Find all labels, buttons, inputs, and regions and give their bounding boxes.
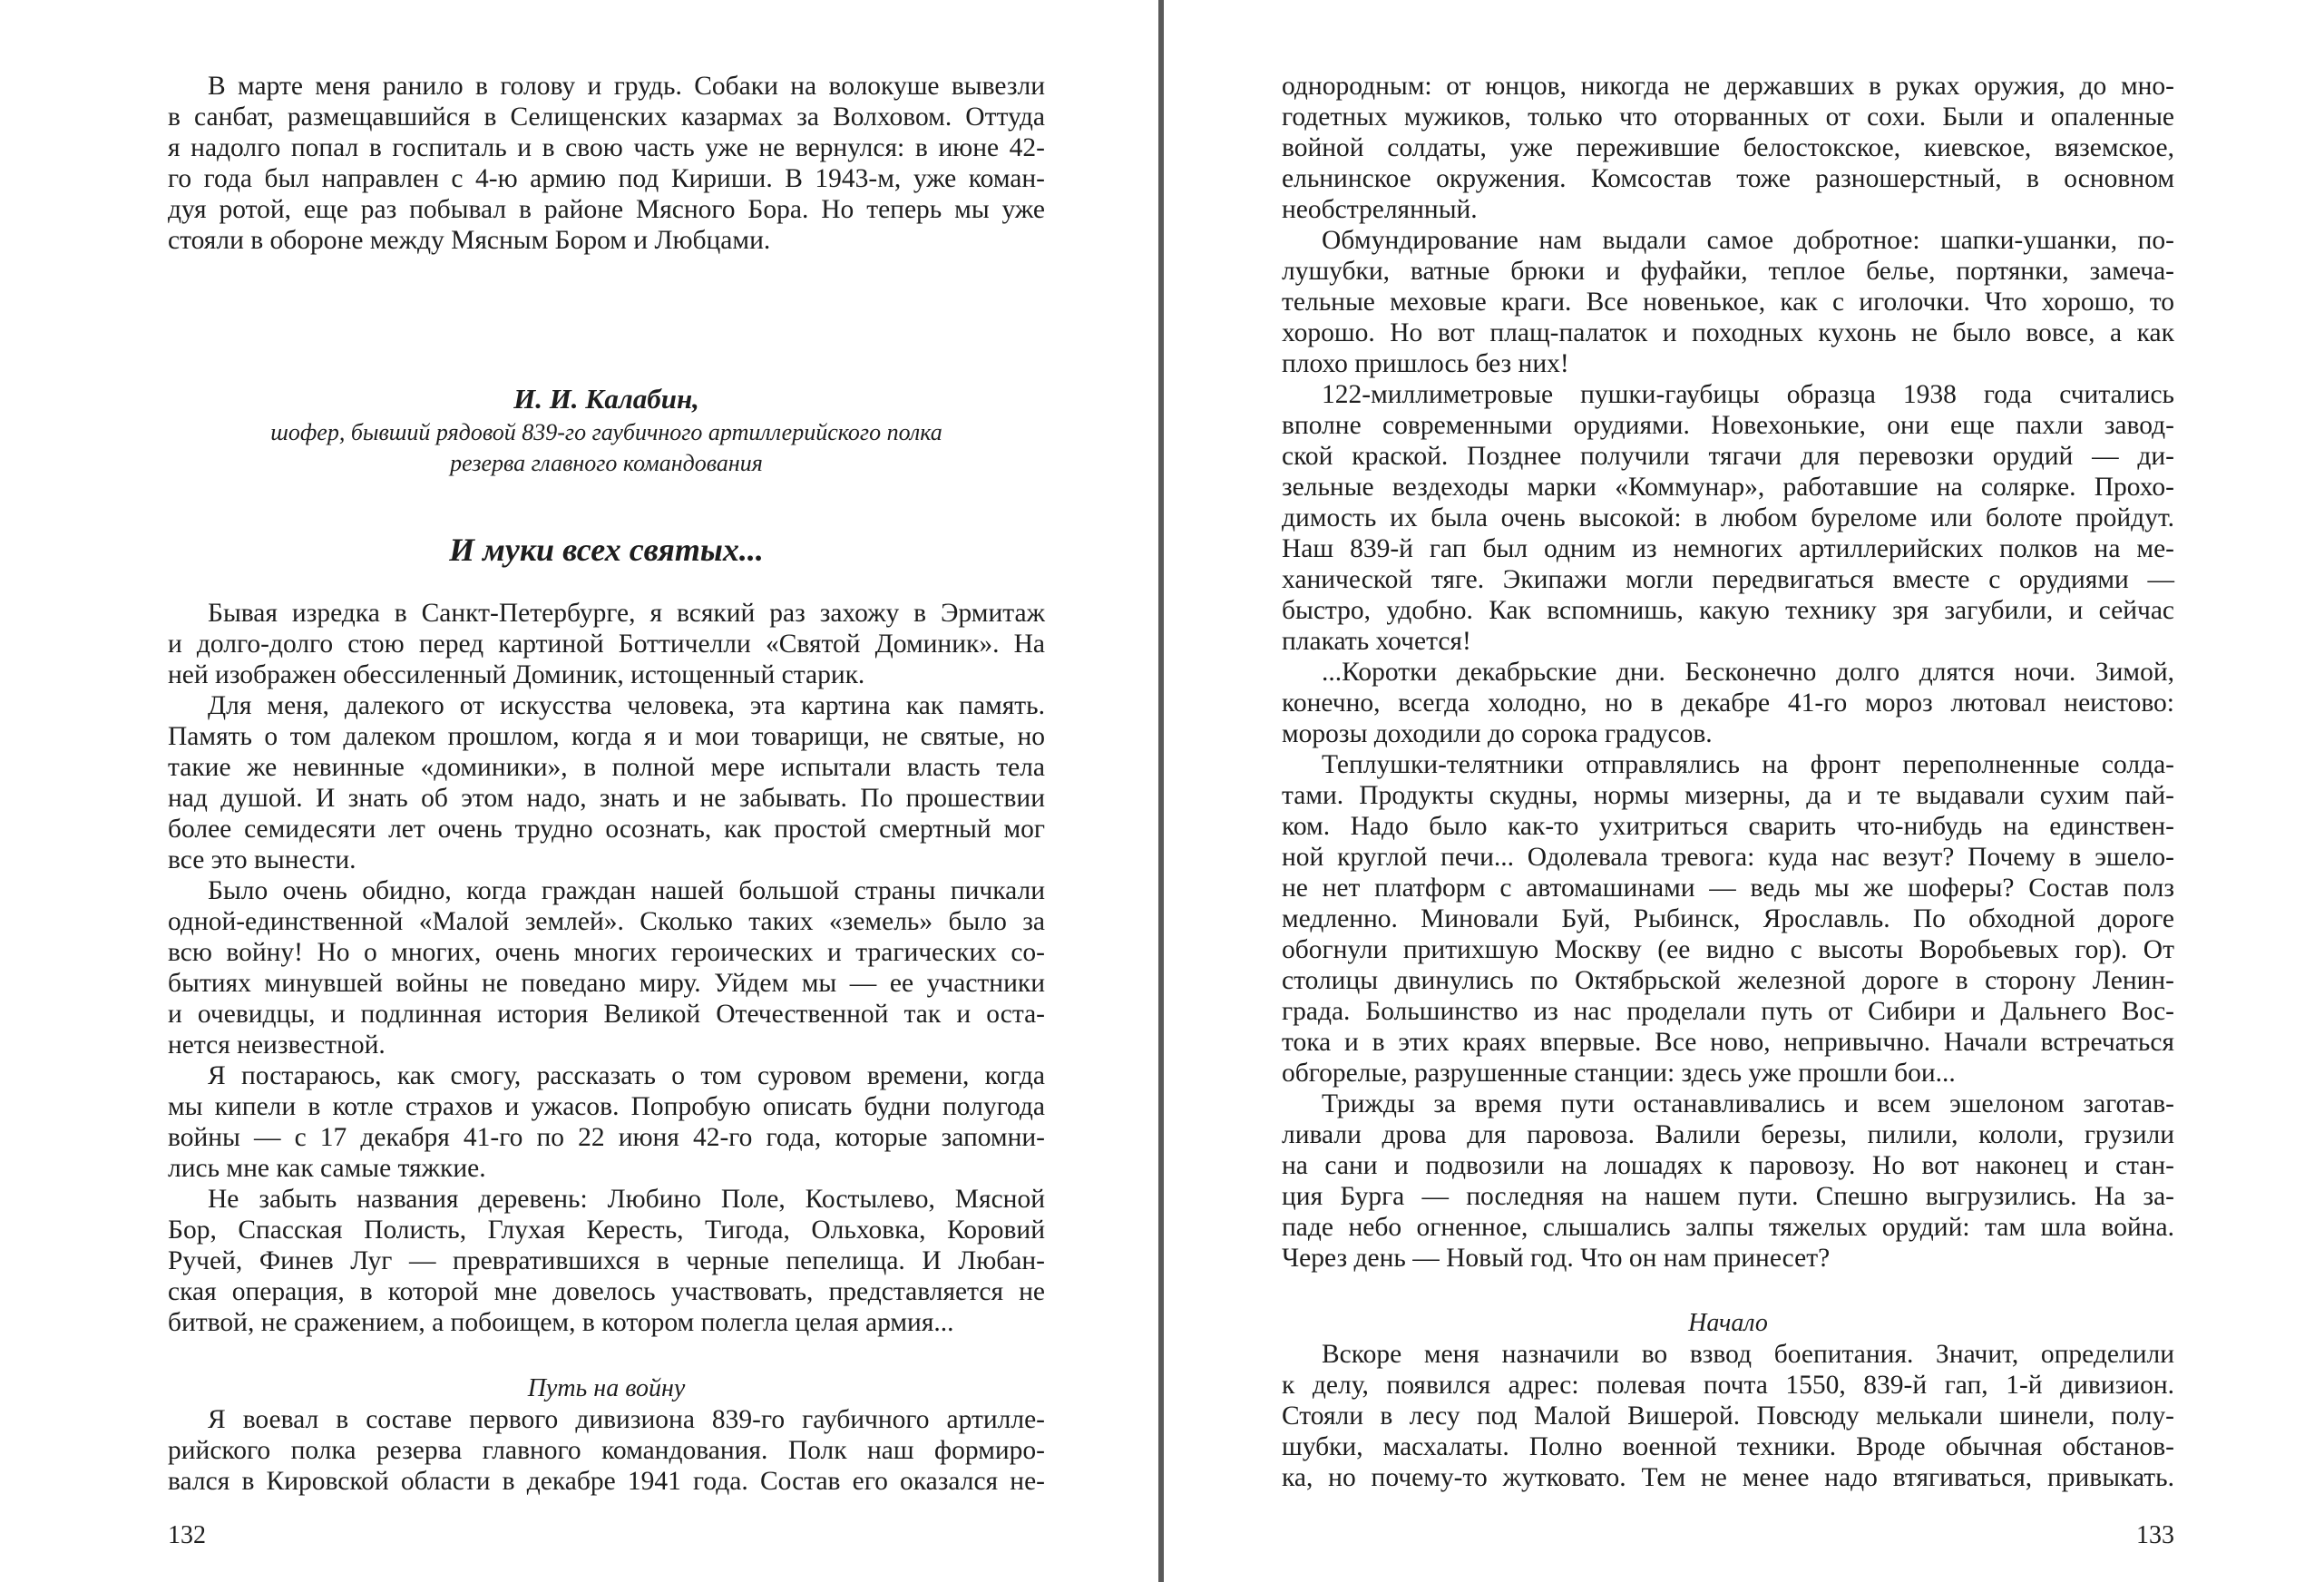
text-line: Я постараюсь, как смогу, рассказать о том суровом времени, когда: [208, 1061, 1045, 1090]
text-line: конечно, всегда холодно, но в декабре 41-го мороз лютовал неистово:: [1282, 688, 2174, 718]
text-line: я надолго попал в госпиталь и в свою часть уже не вернулся: в июне 42-: [168, 133, 1045, 162]
text-line: мы кипели в котле страхов и ужасов. Попробую описать будни полугода: [168, 1092, 1045, 1121]
text-line: тами. Продукты скудны, нормы мизерны, да и те выдавали сухим пай-: [1282, 781, 2174, 810]
text-line: тока и в этих краях впервые. Все ново, непривычно. Начали встречаться: [1282, 1028, 2174, 1057]
text-line: одной-единственной «Малой землей». Сколько таких «земель» было за: [168, 907, 1045, 936]
text-line: в санбат, размещавшийся в Селищенских казармах за Волховом. Оттуда: [168, 103, 1045, 132]
text-line: вался в Кировской области в декабре 1941 года. Состав его оказался не-: [168, 1467, 1045, 1496]
text-line: града. Большинство из нас проделали путь от Сибири и Дальнего Вос-: [1282, 997, 2174, 1026]
text-line: Вскоре меня назначили во взвод боепитания. Значит, определили: [1322, 1340, 2174, 1369]
text-line: на сани и подвозили на лошадях к паровозу. Но вот наконец и стан-: [1282, 1151, 2174, 1180]
text-line: Бор, Спасская Полисть, Глухая Кересть, Тигода, Ольховка, Коровий: [168, 1216, 1045, 1245]
text-line: все это вынести.: [168, 845, 356, 874]
text-line: более семидесяти лет очень трудно осознать, как простой смертный мог: [168, 815, 1045, 844]
text-line: ней изображен обессиленный Доминик, истощенный старик.: [168, 660, 865, 689]
page-body: [1282, 71, 2174, 1274]
text-line: Память о том далеком прошлом, когда я и мои товарищи, не святые, но: [168, 722, 1045, 751]
text-line: быстро, удобно. Как вспомнишь, какую технику зря загубили, и сейчас: [1282, 596, 2174, 625]
text-line: Ручей, Финев Луг — превратившихся в черные пепелища. И Любан-: [168, 1246, 1045, 1275]
text-line: Через день — Новый год. Что он нам принесет?: [1282, 1244, 1831, 1273]
page-spine-divider: [1158, 0, 1164, 1582]
text-line: не нет платформ с автомашинами — ведь мы же шоферы? Состав полз: [1282, 874, 2174, 903]
text-line: столицы двинулись по Октябрьской железной дороге в сторону Ленин-: [1282, 966, 2174, 995]
page-number: 132: [168, 1521, 206, 1549]
text-line: Теплушки-телятники отправлялись на фронт переполненные солда-: [1322, 750, 2174, 779]
text-line: го года был направлен с 4-ю армию под Кириши. В 1943-м, уже коман-: [168, 164, 1045, 193]
text-line: и очевидцы, и подлинная история Великой Отечественной так и оста-: [168, 1000, 1045, 1029]
text-line: 122-миллиметровые пушки-гаубицы образца 1938 года считались: [1322, 380, 2174, 409]
text-line: однородным: от юнцов, никогда не державших в руках оружия, до мно-: [1282, 72, 2174, 101]
page-number: 133: [2136, 1521, 2174, 1549]
text-line: Трижды за время пути останавливались и всем эшелоном заготав-: [1322, 1089, 2174, 1118]
text-line: ханической тяге. Экипажи могли передвигаться вместе с орудиями —: [1282, 565, 2174, 594]
text-line: битвой, не сражением, а побоищем, в котором полегла целая армия...: [168, 1308, 954, 1337]
text-line: и долго-долго стою перед картиной Боттичелли «Святой Доминик». На: [168, 630, 1045, 659]
text-line: ка, но почему-то жутковато. Тем не менее надо втягиваться, привыкать.: [1282, 1463, 2174, 1492]
text-line: необстрелянный.: [1282, 195, 1478, 224]
text-line: морозы доходили до сорока градусов.: [1282, 719, 1713, 748]
text-line: рийского полка резерва главного командования. Полк наш формиро-: [168, 1436, 1045, 1465]
chapter-body: [168, 598, 1045, 1338]
text-line: вполне современными орудиями. Новехонькие, они еще пахли завод-: [1282, 411, 2174, 440]
chapter-title: И муки всех святых...: [449, 532, 764, 568]
text-line: лись мне как самые тяжкие.: [168, 1154, 486, 1183]
text-line: В марте меня ранило в голову и грудь. Собаки на волокуше вывезли: [208, 72, 1045, 101]
text-line: Я воевал в составе первого дивизиона 839-го гаубичного артилле-: [208, 1405, 1045, 1434]
text-line: стояли в обороне между Мясным Бором и Любцами.: [168, 226, 771, 255]
text-line: тельные меховые краги. Все новенькое, как с иголочки. Что хорошо, то: [1282, 288, 2174, 317]
text-line: Не забыть названия деревень: Любино Поле, Костылево, Мясной: [208, 1185, 1045, 1214]
text-line: Для меня, далекого от искусства человека, эта картина как память.: [208, 691, 1045, 720]
section-body: [1282, 1339, 2174, 1493]
text-line: ельнинское окружения. Комсостав тоже разношерстный, в основном: [1282, 164, 2174, 193]
text-line: ...Коротки декабрьские дни. Бесконечно долго длятся ночи. Зимой,: [1322, 658, 2174, 687]
text-line: Бывая изредка в Санкт-Петербурге, я всякий раз захожу в Эрмитаж: [208, 599, 1045, 628]
text-line: к делу, появился адрес: полевая почта 1550, 839-й гап, 1-й дивизион.: [1282, 1371, 2174, 1400]
text-line: обогнули притихшую Москву (ее видно с высоты Воробьевых гор). От: [1282, 935, 2174, 964]
text-line: всю войну! Но о многих, очень многих героических и трагических со-: [168, 938, 1045, 967]
text-line: шубки, масхалаты. Полно военной техники. Вроде обычная обстанов-: [1282, 1432, 2174, 1461]
author-description-line: резерва главного командования: [450, 450, 763, 476]
text-line: ной круглой печи... Одолевала тревога: куда нас везут? Почему в эшело-: [1282, 843, 2174, 872]
text-line: годетных мужиков, только что оторванных от сохи. Были и опаленные: [1282, 103, 2174, 132]
text-line: ция Бурга — последняя на нашем пути. Спешно выгрузились. На за-: [1282, 1182, 2174, 1211]
text-line: паде небо огненное, слышались залпы тяжелых орудий: там шла война.: [1282, 1213, 2174, 1242]
text-line: ская операция, в которой мне довелось участвовать, представляется не: [168, 1277, 1045, 1306]
text-line: нется неизвестной.: [168, 1030, 386, 1060]
text-line: дуя ротой, еще раз побывал в районе Мясного Бора. Но теперь мы уже: [168, 195, 1045, 224]
text-line: ливали дрова для паровоза. Валили березы, пилили, кололи, грузили: [1282, 1120, 2174, 1149]
text-line: хорошо. Но вот плащ-палаток и походных кухонь не было вовсе, а как: [1282, 318, 2174, 347]
author-name: И. И. Калабин,: [513, 383, 699, 415]
text-line: войной солдаты, уже пережившие белостокское, киевское, вяземское,: [1282, 133, 2174, 162]
author-description-line: шофер, бывший рядовой 839-го гаубичного артиллерийского полка: [270, 419, 942, 445]
section-body: [168, 1404, 1045, 1497]
section-heading: Путь на войну: [527, 1374, 686, 1402]
text-line: над душой. И знать об этом надо, знать и не забывать. По прошествии: [168, 784, 1045, 813]
text-line: Обмундирование нам выдали самое добротное: шапки-ушанки, по-: [1322, 226, 2174, 255]
text-line: лушубки, ватные брюки и фуфайки, теплое белье, портянки, замеча-: [1282, 257, 2174, 286]
text-line: такие же невинные «доминики», в полной мере испытали власть тела: [168, 753, 1045, 782]
text-line: обгорелые, разрушенные станции: здесь уже прошли бои...: [1282, 1059, 1956, 1088]
text-line: Было очень обидно, когда граждан нашей большой страны пичкали: [208, 876, 1045, 905]
text-line: димость их была очень высокой: в любом буреломе или болоте пройдут.: [1282, 503, 2174, 532]
text-line: плакать хочется!: [1282, 627, 1471, 656]
text-line: медленно. Миновали Буй, Рыбинск, Ярославль. По обходной дороге: [1282, 904, 2174, 933]
text-line: войны — с 17 декабря 41-го по 22 июня 42-го года, которые запомни-: [168, 1123, 1045, 1152]
section-heading: Начало: [1688, 1309, 1768, 1337]
text-line: ком. Надо было как-то ухитриться сварить что-нибудь на единствен-: [1282, 812, 2174, 841]
text-line: Стояли в лесу под Малой Вишерой. Повсюду мелькали шинели, полу-: [1282, 1401, 2174, 1431]
text-line: зельные вездеходы марки «Коммунар», работавшие на солярке. Прохо-: [1282, 473, 2174, 502]
text-line: ской краской. Позднее получили тягачи для перевозки орудий — ди-: [1282, 442, 2174, 471]
intro-paragraphs: [168, 71, 1045, 256]
text-line: Наш 839-й гап был одним из немногих артиллерийских полков на ме-: [1282, 534, 2174, 563]
text-line: плохо пришлось без них!: [1282, 349, 1569, 378]
text-line: бытиях минувшей войны не поведано миру. Уйдем мы — ее участники: [168, 969, 1045, 998]
